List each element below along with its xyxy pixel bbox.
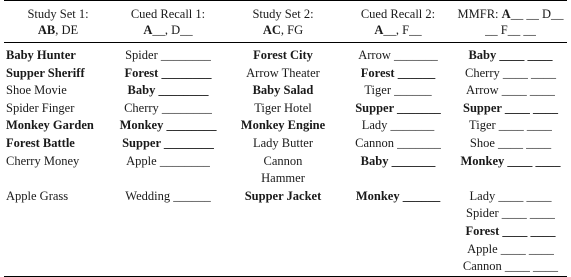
table-row	[4, 135, 567, 153]
table-cell	[224, 82, 342, 100]
cell-text: Forest ________	[124, 65, 212, 80]
bold-text: AB	[37, 23, 56, 37]
table-cell	[342, 82, 454, 100]
table-cell	[454, 43, 567, 65]
table-cell	[342, 153, 454, 188]
cell-text: Apple Grass	[6, 188, 69, 203]
header-line-1: Cued Recall 2:	[360, 7, 436, 21]
cell-text: Baby Salad	[252, 83, 314, 98]
column-header-2	[112, 1, 224, 43]
cell-text: Cannon	[263, 153, 303, 168]
text: MMFR:	[457, 7, 502, 21]
table-cell	[454, 117, 567, 135]
table-cell	[4, 65, 112, 83]
table-cell	[342, 65, 454, 83]
table-cell	[342, 188, 454, 276]
header-line-1	[454, 6, 567, 22]
text: , DE	[55, 23, 79, 37]
table-cell	[4, 117, 112, 135]
table-header	[4, 1, 567, 43]
bold-text: A	[374, 23, 384, 37]
table-row	[4, 188, 567, 276]
cell-text: Shoe Movie	[6, 83, 67, 98]
table-cell	[224, 100, 342, 118]
header-line-1: Study Set 2:	[252, 7, 314, 21]
table-cell	[224, 188, 342, 276]
table-cell	[4, 43, 112, 65]
table-row	[4, 153, 567, 188]
header-line-2	[224, 22, 342, 38]
table-body	[4, 43, 567, 277]
cell-text: Apple ________	[126, 153, 210, 168]
cell-text: Baby _______	[360, 153, 436, 168]
cell-text: Spider ____ ____	[466, 206, 555, 221]
cell-text: Tiger ______	[364, 83, 432, 98]
cell-text: Lady _______	[361, 118, 435, 133]
table-cell	[112, 188, 224, 276]
cell-text: Hammer	[261, 171, 305, 186]
table-cell	[224, 43, 342, 65]
cell-text: Arrow Theater	[246, 65, 320, 80]
table-cell	[224, 153, 342, 188]
cell-text: Spider Finger	[6, 100, 75, 115]
text: __, F__	[383, 23, 422, 37]
table-cell	[454, 135, 567, 153]
cell-text: Monkey ____ ____	[460, 153, 561, 168]
bold-text: A	[501, 7, 511, 21]
table-cell	[224, 117, 342, 135]
column-header-5	[454, 1, 567, 43]
cell-text: Baby ____ ____	[468, 48, 553, 62]
table-cell	[112, 117, 224, 135]
table-cell	[342, 135, 454, 153]
column-header-4	[342, 1, 454, 43]
cell-text: Cherry Money	[6, 153, 80, 168]
text: __, D__	[152, 23, 193, 37]
table-cell	[4, 82, 112, 100]
table-cell	[342, 100, 454, 118]
table-cell	[4, 135, 112, 153]
cell-text: Tiger ____ ____	[469, 118, 552, 133]
column-header-3	[224, 1, 342, 43]
cell-text: Arrow ____ ____	[466, 83, 555, 98]
table-row	[4, 65, 567, 83]
bold-text: AC	[262, 23, 281, 37]
column-header-1	[4, 1, 112, 43]
table-cell	[224, 65, 342, 83]
cell-text: Baby Hunter	[6, 48, 76, 62]
cell-text: Apple ____ ____	[467, 241, 554, 256]
table-cell	[112, 43, 224, 65]
cell-text: Forest Battle	[6, 135, 75, 150]
header-line-2: __ F__ __	[485, 23, 536, 37]
text: , FG	[280, 23, 304, 37]
cell-text: Shoe ____ ____	[469, 135, 552, 150]
table-cell	[342, 43, 454, 65]
recall-procedure-table	[4, 0, 567, 277]
cell-text: Wedding ______	[125, 188, 211, 203]
header-line-2	[112, 22, 224, 38]
cell-text: Arrow _______	[358, 48, 438, 62]
cell-text: Spider ________	[125, 48, 211, 62]
table-cell	[454, 153, 567, 188]
cell-text: Cannon ____ ____	[462, 259, 559, 274]
header-line-1: Study Set 1:	[27, 7, 89, 21]
header-line-2	[4, 22, 112, 38]
table-cell	[112, 135, 224, 153]
table-row	[4, 117, 567, 135]
cell-text: Supper Sheriff	[6, 65, 85, 80]
table-cell	[112, 100, 224, 118]
cell-text: Monkey Engine	[240, 118, 326, 133]
table-row	[4, 43, 567, 65]
cell-text: Monkey Garden	[6, 118, 94, 133]
cell-text: Lady ____ ____	[469, 188, 552, 203]
cell-text: Baby ________	[127, 83, 209, 98]
cell-text: Forest ____ ____	[465, 223, 556, 238]
header-line-2	[342, 22, 454, 38]
cell-text: Supper _______	[355, 100, 441, 115]
cell-text: Tiger Hotel	[254, 100, 312, 115]
table-cell	[4, 153, 112, 188]
cell-text: Supper ________	[122, 135, 214, 150]
table-cell	[4, 188, 112, 276]
table-row	[4, 100, 567, 118]
cell-text: Supper ____ ____	[463, 100, 558, 115]
table-cell	[112, 153, 224, 188]
table-cell	[224, 135, 342, 153]
table-cell	[454, 100, 567, 118]
cell-text: Monkey ________	[119, 118, 217, 133]
table-cell	[454, 65, 567, 83]
table-cell	[342, 117, 454, 135]
table-row	[4, 82, 567, 100]
text: __ __ D__	[510, 7, 564, 21]
header-line-1: Cued Recall 1:	[130, 7, 206, 21]
table-cell	[112, 82, 224, 100]
table-cell	[454, 188, 567, 276]
bold-text: A	[143, 23, 153, 37]
table-cell	[4, 100, 112, 118]
table-cell	[112, 65, 224, 83]
cell-text: Monkey ______	[355, 188, 441, 203]
cell-text: Forest ______	[360, 65, 436, 80]
table-cell	[454, 82, 567, 100]
cell-text: Forest City	[253, 48, 313, 62]
cell-text: Lady Butter	[252, 135, 314, 150]
cell-text: Cherry ________	[124, 100, 212, 115]
cell-text: Cherry ____ ____	[465, 65, 556, 80]
cell-text: Cannon _______	[355, 135, 441, 150]
cell-text: Supper Jacket	[244, 188, 322, 203]
